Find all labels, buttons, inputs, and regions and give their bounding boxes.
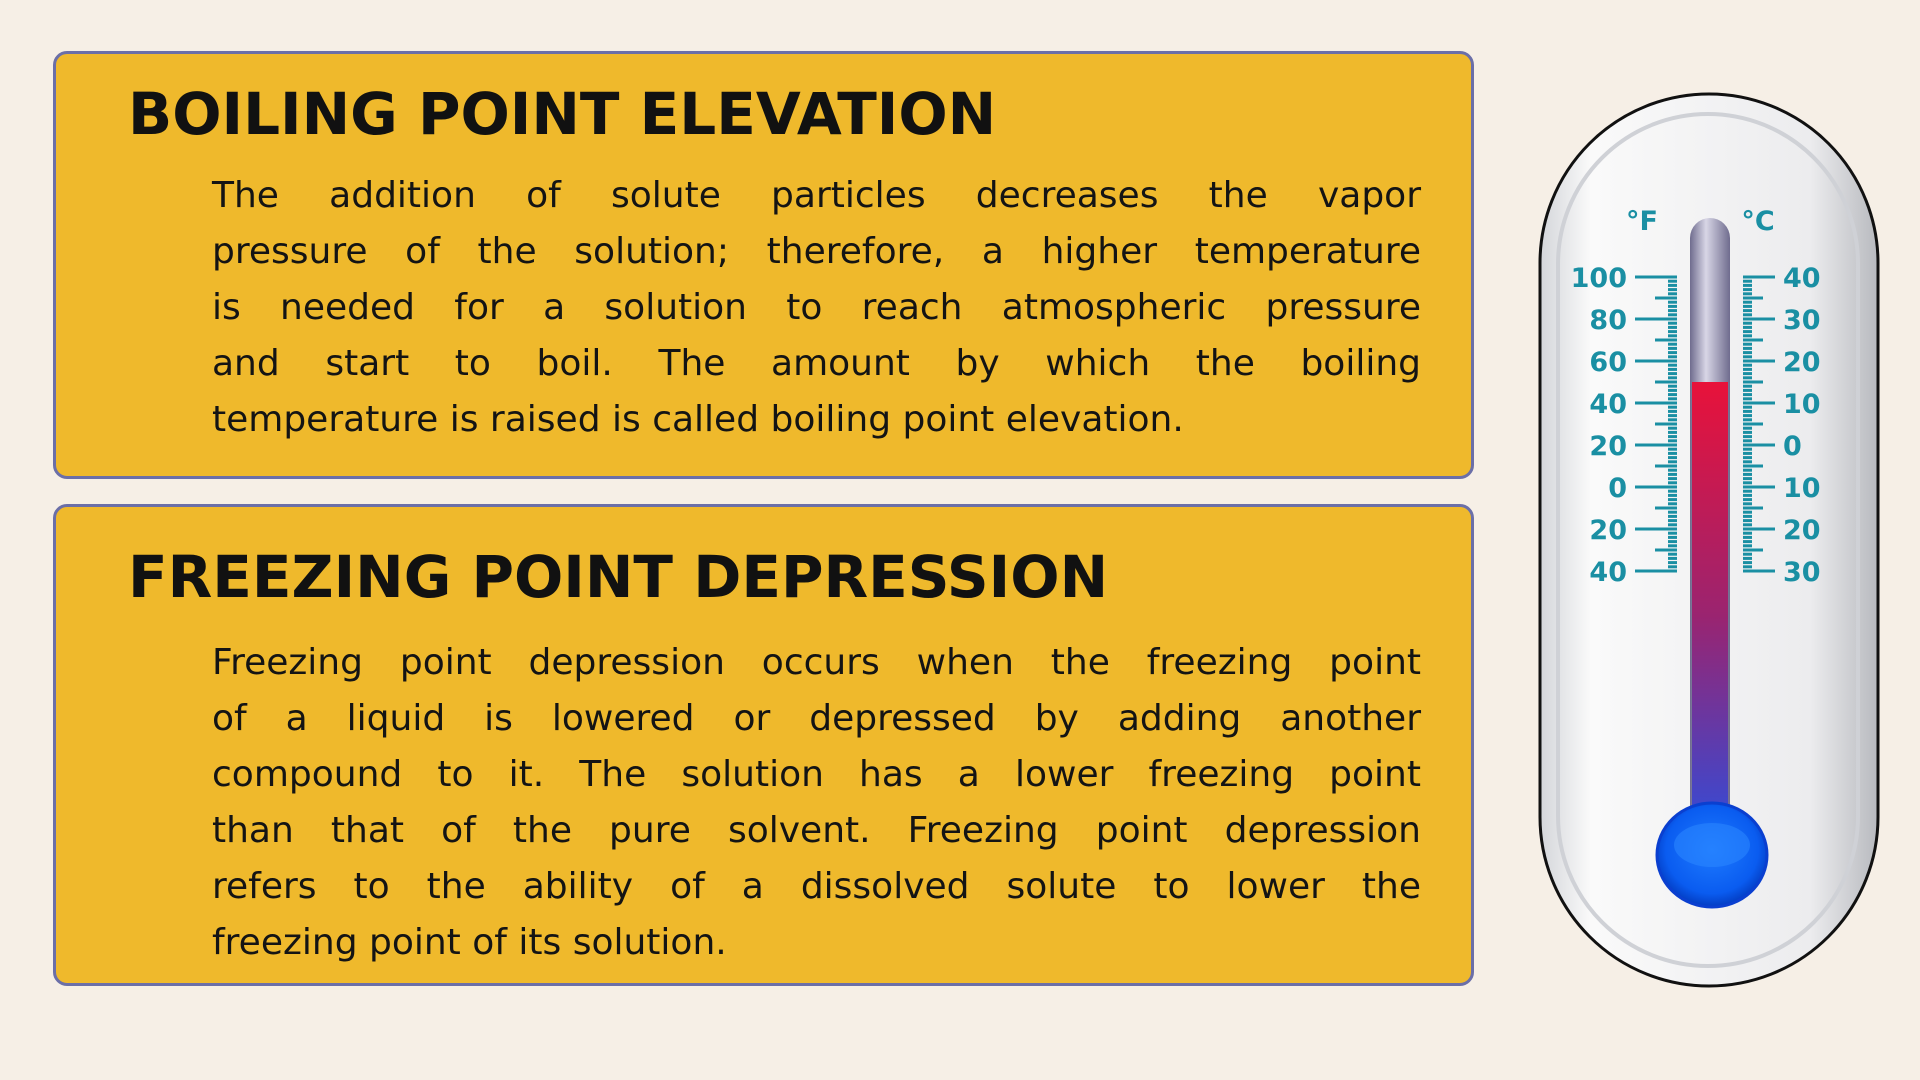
boiling-point-card: [53, 51, 1474, 479]
text-line: freezing point of its solution.: [212, 922, 727, 963]
fahrenheit-label: 40: [1589, 557, 1627, 588]
celsius-label: 10: [1783, 389, 1821, 420]
fahrenheit-label: 20: [1589, 515, 1627, 546]
celsius-label: 30: [1783, 557, 1821, 588]
text-line: pressure of the solution; therefore, a higher temperature: [212, 231, 1421, 272]
fahrenheit-label: 20: [1589, 431, 1627, 462]
text-line: refers to the ability of a dissolved solute to lower the: [212, 866, 1421, 907]
fahrenheit-label: 40: [1589, 389, 1627, 420]
celsius-unit: °C: [1741, 206, 1775, 237]
celsius-label: 20: [1783, 347, 1821, 378]
freezing-point-card: [53, 504, 1474, 986]
celsius-label: 30: [1783, 305, 1821, 336]
text-line: temperature is raised is called boiling point elevation.: [212, 399, 1184, 440]
text-line: is needed for a solution to reach atmospheric pressure: [212, 287, 1421, 328]
freezing-point-text: [212, 635, 1421, 971]
text-line: The addition of solute particles decreases the vapor: [212, 175, 1421, 216]
celsius-label: 10: [1783, 473, 1821, 504]
thermometer-illustration: [1530, 80, 1910, 1000]
celsius-label: 40: [1783, 263, 1821, 294]
fahrenheit-unit: °F: [1626, 206, 1658, 237]
celsius-label: 0: [1783, 431, 1802, 462]
text-line: than that of the pure solvent. Freezing point depression: [212, 810, 1421, 851]
fahrenheit-label: 80: [1589, 305, 1627, 336]
boiling-point-text: [212, 168, 1421, 448]
text-line: Freezing point depression occurs when the freezing point: [212, 642, 1421, 683]
boiling-point-title: BOILING POINT ELEVATION: [128, 80, 997, 148]
text-line: of a liquid is lowered or depressed by adding another: [212, 698, 1421, 739]
mercury-column: [1692, 382, 1728, 850]
fahrenheit-label: 60: [1589, 347, 1627, 378]
fahrenheit-label: 0: [1608, 473, 1627, 504]
text-line: and start to boil. The amount by which the boiling: [212, 343, 1421, 384]
text-line: compound to it. The solution has a lower freezing point: [212, 754, 1421, 795]
celsius-label: 20: [1783, 515, 1821, 546]
freezing-point-title: FREEZING POINT DEPRESSION: [128, 543, 1109, 611]
fahrenheit-label: 100: [1570, 263, 1627, 294]
